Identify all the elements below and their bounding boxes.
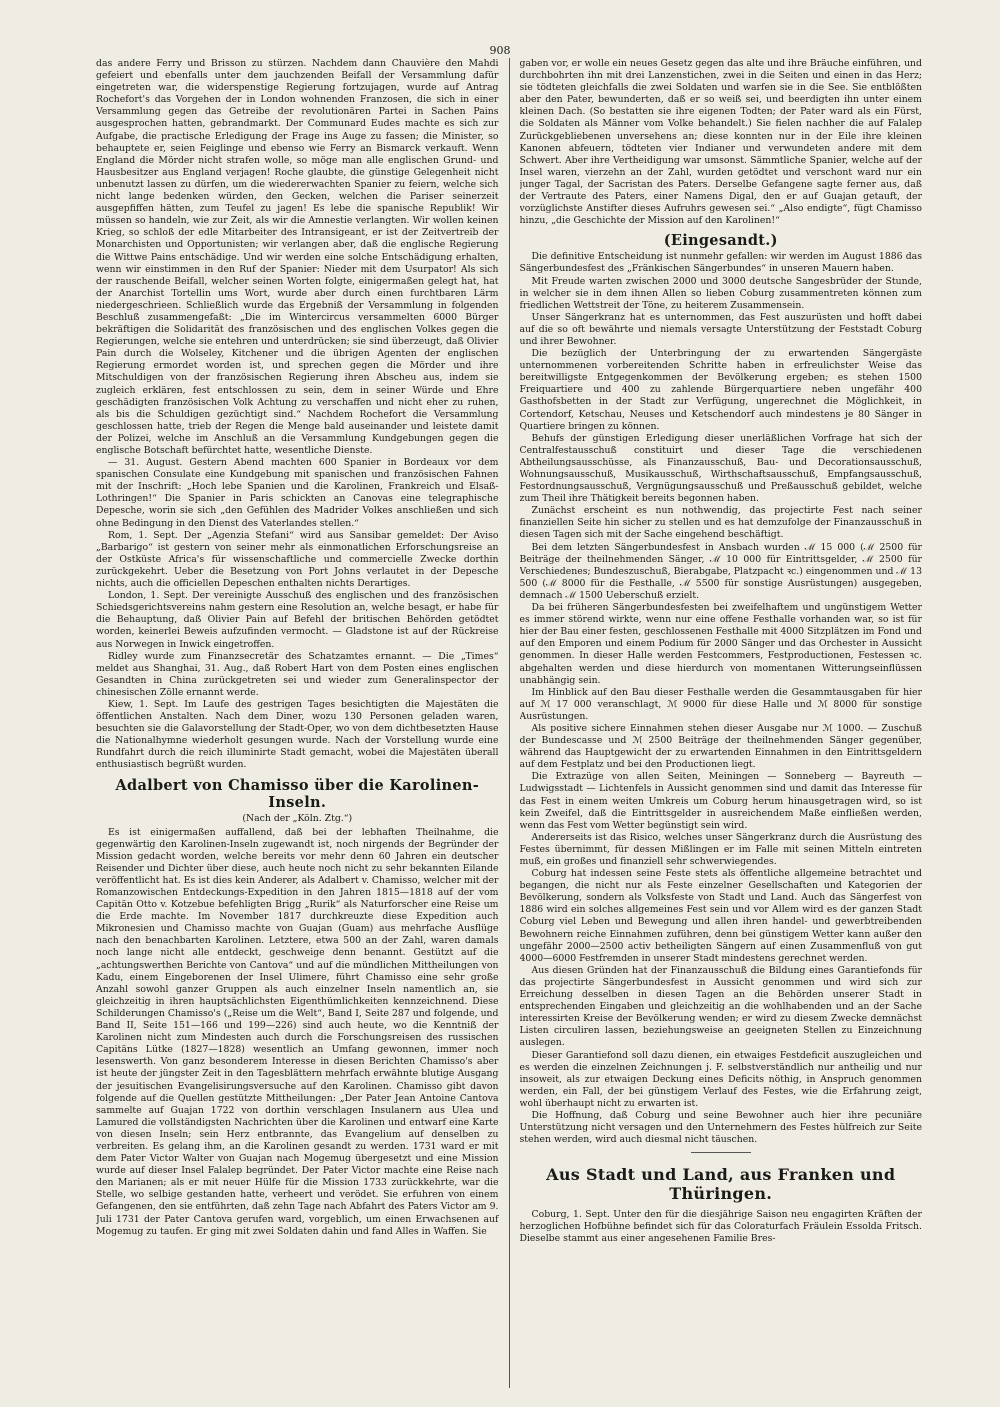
separator bbox=[691, 1152, 751, 1153]
columns bbox=[96, 58, 922, 1388]
article-subtitle: (Nach der „Köln. Ztg.“) bbox=[242, 812, 353, 824]
paragraph: das andere Ferry und Brisson zu stürzen. Nachdem dann Chauvière den Mahdi gefeiert und ebenfalls unter dem jauchzenden Beifall der Versammlung dafür eingetreten war, die widerspenstige Regierung fortzujagen, wurde auf Antrag Rochefort's das Vorgehen der in London wohnenden Franzosen, die sich in einer Versammlung gegen das Getreibe der revolutionären Partei in Sachen Pains ausgesprochen hatten, gebrandmarkt. Der Communard Eudes machte es sich zur Aufgabe, die practische Erledigung der Frage ins Auge zu fassen; die Minister, so behauptete er, seien Feiglinge und ebenso wie Ferry an Bismarck verkauft. Wenn England die Mörder nicht strafen wolle, so möge man alle englischen Grund- und Hausbesitzer aus England verjagen! Roche glaubte, die günstige Gelegenheit nicht unbenutzt lassen zu dürfen, um die wiedererwachten Spanier zu feiern, welche sich nicht lange bedenken würden, den Gecken, welchen die Pariser seinerzeit ausgepfiffen hätten, zum Teufel zu jagen! Es lebe die spanische Republik! Wir müssen so handeln, wie zur Zeit, als wir die Amnestie verlangten. Wir wollen keinen Krieg, so schloß der edle Mitarbeiter des Intransigeant, er ist der Zeitvertreib der Monarchisten und Opportunisten; wir verlangen aber, daß die englische Regierung die Wittwe Pains entschädige. Und wir werden eine solche Entschädigung erhalten, wenn wir einstimmen in den Ruf der Spanier: Nieder mit dem Usurpator! Als sich der rauschende Beifall, welcher seinen Worten folgte, einigermaßen gelegt hat, hat der Anarchist Tortellin ums Wort, wurde aber durch einen furchtbaren Lärm niedergeschrieen. Schließlich wurde das Ergebniß der Versammlung in folgenden Beschluß zusammengefaßt: „Die im Wintercircus versammelten 6000 Bürger bekräftigen die Solidarität des französischen und des englischen Volkes gegen die Regierungen, welche sie entehren und unterdrücken; sie sind überzeugt, daß Olivier Pain durch die Wolseley, Kitchener und die übrigen Agenten der englischen Regierung ermordet worden ist, und sprechen gegen die Mörder und ihre Mitschuldigen von der französischen Regierung ihren Abscheu aus, indem sie zugleich erklären, fest entschlossen zu sein, dem in seiner Würde und Ehre geschädigten französischen Volk Achtung zu verschaffen und nicht eher zu ruhen, als bis die Schuldigen gezüchtigt sind.“ Nachdem Rochefort die Versammlung geschlossen hatte, trieb der Regen die Menge bald auseinander und leistete damit der Polizei, welche im Anschluß an die Versammlung Kundgebungen gegen die englische Botschaft befürchtet hatte, wesentliche Dienste. bbox=[96, 58, 499, 456]
paragraph: — 31. August. Gestern Abend machten 600 Spanier in Bordeaux vor dem spanischen Consulate eine Kundgebung mit spanischen und französischen Fahnen mit der Inschrift: „Hoch lebe Spanien und die Karolinen, Frankreich und Elsaß-Lothringen!“ Die Spanier in Paris schickten an Canovas eine telegraphische Depesche, worin sie sich „den Gefühlen des Madrider Volkes anschließen und sich ohne Bedingung in den Dienst des Vaterlandes stellen.“ bbox=[96, 457, 499, 529]
section-title: Aus Stadt und Land, aus Franken und Thüringen. bbox=[546, 1165, 896, 1204]
paragraph: Da bei früheren Sängerbundesfesten bei zweifelhaftem und ungünstigem Wetter es immer störend wirkte, wenn nur eine offene Festhalle vorhanden war, so ist für hier der Bau einer festen, geschlossenen Festhalle mit 4000 Sitzplätzen im Fond und auf den Emporen und einem Podium für 2000 Sänger und das Orchester in Aussicht genommen. In dieser Halle werden Festcommers, Festproductionen, Festessen ꝛc. abgehalten werden und diese hierdurch von momentanen Witterungseinflüssen unabhängig sein. bbox=[519, 602, 922, 686]
left-column bbox=[96, 58, 499, 1388]
paragraph: Im Hinblick auf den Bau dieser Festhalle werden die Gesammtausgaben für hier auf ℳ 17 000 veranschlagt, ℳ 9000 für diese Halle und ℳ 8000 für sonstige Ausrüstungen. bbox=[519, 686, 922, 722]
paragraph: Rom, 1. Sept. Der „Agenzia Stefani“ wird aus Sansibar gemeldet: Der Aviso „Barbarigo“ ist gestern von seiner mehr als einmonatlichen Erforschungsreise an der Ostküste Africa's für wissenschaftliche und commercielle Zwecke dorthin zurückgekehrt. Ueber die Besetzung von Port Johns verlautet in der Depesche nichts, auch die officiellen Depeschen enthalten nichts Derartiges. bbox=[96, 529, 499, 590]
paragraph: gaben vor, er wolle ein neues Gesetz gegen das alte und ihre Bräuche einführen, und durchbohrten ihn mit drei Lanzenstichen, zwei in die Seiten und einen in das Herz; sie tödteten gleichfalls die zwei Soldaten und warfen sie in die See. Sie entblößten aber den Pater, bewunderten, daß er so weiß sei, und beerdigten ihn unter einem kleinen Dach. (So bestatten sie ihre eigenen Todten; der Pater ward als ein Fürst, die Soldaten als Männer vom Volke behandelt.) Sie fielen nachher die auf Falalep Zurückgebliebenen unversehens an; diese konnten nur in der Eile ihre kleinen Kanonen abfeuern, tödteten vier Indianer und verwundeten andere mit dem Schwert. Aber ihre Vertheidigung war umsonst. Sämmtliche Spanier, welche auf der Insel waren, vierzehn an der Zahl, wurden getödtet und verschont ward nur ein junger Tagal, der Sacristan des Paters. Derselbe Gefangene sagte ferner aus, daß der Vertraute des Paters, einer Namens Digal, den er auf Guajan getauft, der vorzüglichste Anstifter dieses Aufruhrs gewesen sei.“ „Also endigte“, fügt Chamisso hinzu, „die Geschichte der Mission auf den Karolinen!“ bbox=[519, 58, 922, 227]
paragraph: Behufs der günstigen Erledigung dieser unerläßlichen Vorfrage hat sich der Centralfestausschuß constituirt und dieser Tage die verschiedenen Abtheilungsausschüsse, als Finanzausschuß, Bau- und Decorationsausschuß, Wohnungsausschuß, Musikausschuß, Wirthschaftsausschuß, Empfangsausschuß, Festordnungsausschuß, Vergnügungsausschuß und Preßausschuß gebildet, welche zum Theil ihre Thätigkeit bereits begonnen haben. bbox=[519, 432, 922, 505]
paragraph: Die bezüglich der Unterbringung der zu erwartenden Sängergäste unternommenen vorbereitenden Schritte haben in erfreulichster Weise das bereitwilligste Entgegenkommen der Bevölkerung ergeben; es stehen 1500 Freiquartiere und 400 zu zahlende Bürgerquartiere neben ungefähr 400 Gasthofsbetten in der Stadt zur Verfügung, ungerechnet die Möglichkeit, in Cortendorf, Ketschau, Neuses und Ketschendorf auch mindestens je 80 Sänger in Quartiere bringen zu können. bbox=[519, 348, 922, 432]
page-number: 908 bbox=[489, 44, 511, 57]
column-rule bbox=[509, 58, 510, 1388]
paragraph: Kiew, 1. Sept. Im Laufe des gestrigen Tages besichtigten die Majestäten die öffentlichen Anstalten. Nach dem Diner, wozu 130 Personen geladen waren, besuchten sie die Galavorstellung der Stadt-Oper, wo von dem dichtbesetzten Hause die Nationalhymne wiederholt gesungen wurde. Nach der Vorstellung wurde eine Rundfahrt durch die reich illuminirte Stadt gemacht, wobei die Majestäten überall enthusiastisch begrüßt wurden. bbox=[96, 698, 499, 771]
paragraph: London, 1. Sept. Der vereinigte Ausschuß des englischen und des französischen Schiedsgerichtsvereins nahm gestern eine Resolution an, welche besagt, er habe für die Behauptung, daß Olivier Pain auf Befehl der britischen Behörden getödtet worden, keinerlei Beweis aufzufinden vermocht. — Gladstone ist auf der Rückreise aus Norwegen in Inwick eingetroffen. bbox=[96, 590, 499, 650]
paragraph: Als positive sichere Einnahmen stehen dieser Ausgabe nur ℳ 1000. — Zuschuß der Bundescasse und ℳ 2500 Beiträge der theilnehmenden Sänger gegenüber, während das Hauptgewicht der zu erwartenden Einnahmen in den Eintrittsgeldern auf dem Festplatz und bei den Productionen liegt. bbox=[519, 722, 922, 771]
paragraph: Dieser Garantiefond soll dazu dienen, ein etwaiges Festdeficit auszugleichen und es werden die einzelnen Zeichnungen j. F. selbstverständlich nur antheilig und nur insoweit, als zur etwaigen Deckung eines Deficits nöthig, in Anspruch genommen werden, ein Fall, der bei günstigem Verlauf des Festes, wie die Erfahrung zeigt, wohl überhaupt nicht zu erwarten ist. bbox=[519, 1049, 922, 1109]
section-title: (Eingesandt.) bbox=[663, 232, 778, 250]
paragraph: Unser Sängerkranz hat es unternommen, das Fest auszurüsten und hofft dabei auf die so oft bewährte und niemals versagte Unterstützung der Feststadt Coburg und ihrer Bewohner. bbox=[519, 311, 922, 347]
paragraph: Mit Freude warten zwischen 2000 und 3000 deutsche Sangesbrüder der Stunde, in welcher sie in dem ihnen Allen so lieben Coburg zusammentreten können zum friedlichen Wettstreit der Töne, zu heiterem Zusammensein. bbox=[519, 275, 922, 311]
paragraph: Coburg hat indessen seine Feste stets als öffentliche allgemeine betrachtet und begangen, die nicht nur als Feste einzelner Gesellschaften und Kategorien der Bevölkerung, sondern als Volksfeste von Stadt und Land. Auch das Sängerfest von 1886 wird ein solches allgemeines Fest sein und vor Allem wird es der ganzen Stadt Coburg viel Leben und Bewegung und allen ihren handel- und gewerbtreibenden Bewohnern reiche Einnahmen zuführen, denn bei günstigem Wetter kann außer den ungefähr 2000—2500 activ betheiligten Sängern auf einen Zusammenfluß von gut 4000—6000 Festfremden in unserer Stadt mindestens gerechnet werden. bbox=[519, 868, 922, 964]
paragraph: Andererseits ist das Risico, welches unser Sängerkranz durch die Ausrüstung des Festes übernimmt, für dessen Mißlingen er im Falle mit seinen Mitteln eintreten muß, ein großes und finanziell sehr schwerwiegendes. bbox=[519, 831, 922, 867]
paragraph: Coburg, 1. Sept. Unter den für die diesjährige Saison neu engagirten Kräften der herzoglichen Hofbühne befindet sich für das Coloraturfach Fräulein Essolda Fritsch. Dieselbe stammt aus einer angesehenen Familie Bres- bbox=[519, 1209, 922, 1245]
right-column bbox=[520, 58, 923, 1388]
article-title: Adalbert von Chamisso über die Karolinen-Inseln. bbox=[115, 776, 480, 811]
paragraph: Ridley wurde zum Finanzsecretär des Schatzamtes ernannt. — Die „Times“ meldet aus Shanghai, 31. Aug., daß Robert Hart von dem Posten eines englischen Gesandten in China zurückgetreten sei und wieder zum Generalinspector der chinesischen Zölle ernannt werde. bbox=[96, 650, 499, 698]
paragraph: Aus diesen Gründen hat der Finanzausschuß die Bildung eines Garantiefonds für das projectirte Sängerbundesfest in Aussicht genommen und wird sich zur Erreichung desselben in diesen Tagen an die Behörden unserer Stadt in entsprechenden Eingaben und gleichzeitig an die wohlhabenden und an der Sache interessirten Kreise der Bevölkerung wenden; er wird zu diesem Zwecke demnächst Listen circuliren lassen, beziehungsweise an geeigneten Stellen zu Einzeichnung auslegen. bbox=[519, 964, 922, 1049]
paragraph: Die Hoffnung, daß Coburg und seine Bewohner auch hier ihre pecuniäre Unterstützung nicht versagen und den Unternehmern des Festes hülfreich zur Seite stehen werden, wird auch diesmal nicht täuschen. bbox=[519, 1109, 922, 1146]
paragraph: Zunächst erscheint es nun nothwendig, das projectirte Fest nach seiner finanziellen Seite hin sicher zu stellen und es hat demzufolge der Finanzausschuß in diesen Tagen sich mit der Sache eingehend beschäftigt. bbox=[519, 505, 922, 541]
paragraph: Die definitive Entscheidung ist nunmehr gefallen: wir werden im August 1886 das Sängerbundesfest des „Fränkischen Sängerbundes“ in unseren Mauern haben. bbox=[519, 251, 922, 275]
paragraph: Es ist einigermaßen auffallend, daß bei der lebhaften Theilnahme, die gegenwärtig den Karolinen-Inseln zugewandt ist, noch nirgends der Begründer der Mission gedacht worden, welche bereits vor mehr denn 60 Jahren ein deutscher Reisender und Dichter über diese, auch heute noch nicht zu sehr bekannten Eilande veröffentlicht hat. Es ist dies kein Anderer, als Adalbert v. Chamisso, welcher mit der Romanzowischen Entdeckungs-Expedition in den Jahren 1815—1818 auf der vom Capitän Otto v. Kotzebue befehligten Brigg „Rurik“ als Naturforscher eine Reise um die Erde machte. Im November 1817 durchkreuzte diese Expedition auch Mikronesien und Chamisso machte von Guajan (Guam) aus mehrfache Ausflüge nach den benachbarten Karolinen. Letztere, etwa 500 an der Zahl, waren damals noch lange nicht alle entdeckt, geschweige denn benannt. Gestützt auf die „achtungswerthen Berichte von Cantova“ und auf die mündlichen Mittheilungen von Kadu, einem Eingeborenen der Insel Ulimere, führt Chamisso eine sehr große Anzahl sowohl ganzer Gruppen als auch einzelner Inseln namentlich an, sie gleichzeitig in ihren hauptsächlichsten Eigenthümlichkeiten kennzeichnend. Diese Schilderungen Chamisso's („Reise um die Welt“, Band I, Seite 287 und folgende, und Band II, Seite 151—166 und 199—226) sind auch heute, wo die Kenntniß der Karolinen nicht zum Mindesten auch durch die Forschungsreisen des russischen Capitäns Lütke (1827—1828) wesentlich an Umfang gewonnen, immer noch lesenswerth. Von ganz besonderem Interesse in diesen Berichten Chamisso's aber ist heute der jüngster Zeit in den Tagesblättern mehrfach erwähnte blutige Ausgang der jesuitischen Evangelisirungsversuche auf den Karolinen. Chamisso gibt davon folgende auf die Quellen gestützte Mittheilungen: „Der Pater Jean Antoine Cantova sammelte auf Guajan 1722 von dorthin verschlagen Insulanern aus Ulea und Lamured die vollständigsten Nachrichten über die Karolinen und entwarf eine Karte von diesen Inseln; sein Herz entbrannte, das Evangelium auf denselben zu verbreiten. Es gelang ihm, an die Karolinen gesandt zu werden. 1731 ward er mit dem Pater Victor Walter von Guajan nach Mogemug übergesetzt und eine Mission wurde auf dieser Insel Falalep begründet. Der Pater Victor machte eine Reise nach den Marianen; als er mit neuer Hülfe für die Mission 1733 zurückkehrte, war die Stelle, wo selbige gestanden hatte, verheert und verödet. Sie erfuhren von einem Gefangenen, den sie entführten, daß zehn Tage nach Abfahrt des Paters Victor am 9. Juli 1731 der Pater Cantova gerufen ward, vorgeblich, um einen Erwachsenen auf Mogemug zu taufen. Er ging mit zwei Soldaten dahin und fand Alles in Waffen. Sie bbox=[96, 826, 499, 1237]
paragraph: Die Extrazüge von allen Seiten, Meiningen — Sonneberg — Bayreuth — Ludwigsstadt — Lichtenfels in Aussicht genommen sind und damit das Interesse für das Fest in einem weiten Umkreis um Coburg herum hinausgetragen wird, so ist kein Zweifel, daß die Eintrittsgelder in ausreichendem Maße einfließen werden, wenn das Fest vom Wetter begünstigt sein wird. bbox=[519, 771, 922, 831]
paragraph: Bei dem letzten Sängerbundesfest in Ansbach wurden ℳ 15 000 (ℳ 2500 für Beiträge der theilnehmenden Sänger, ℳ 10 000 für Eintrittsgelder, ℳ 2500 für Verschiedenes; Bundeszuschuß, Bierabgabe, Platzpacht ꝛc.) eingenommen und ℳ 13 500 (ℳ 8000 für die Festhalle, ℳ 5500 für sonstige Ausrüstungen) ausgegeben, demnach ℳ 1500 Ueberschuß erzielt. bbox=[519, 541, 922, 601]
